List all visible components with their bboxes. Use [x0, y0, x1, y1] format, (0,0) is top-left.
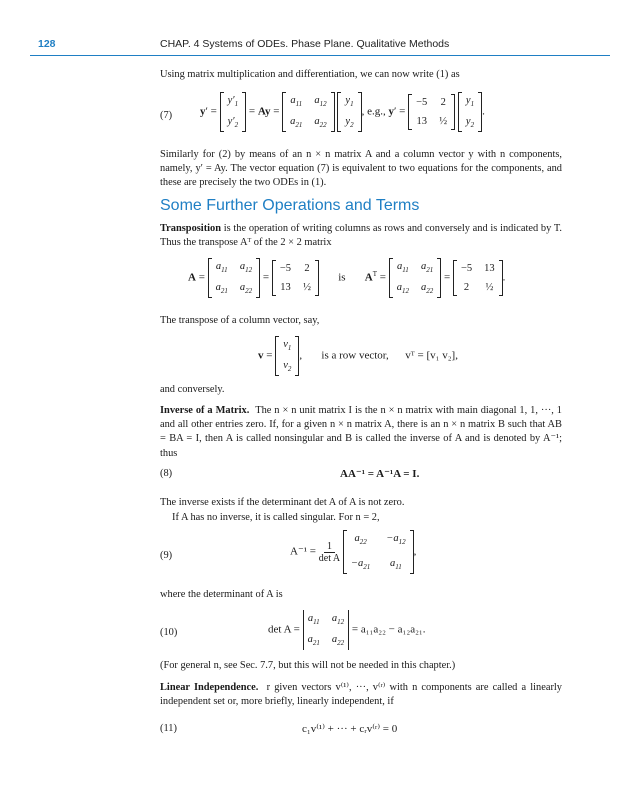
equation-10: det A = $a_{11}$ $a_{12}$ $a_{21}$ $a_{22}$ = a₁₁a₂₂ − a₁₂a₂₁.: [268, 610, 426, 650]
header-rule: [30, 55, 610, 56]
equation-11: c₁v⁽¹⁾ + ··· + cᵣv⁽ʳ⁾ = 0: [302, 723, 398, 735]
vector-equation: v = $v_1$ $v_2$ , is a row vector, vᵀ = [v₁ v₂],: [258, 336, 458, 376]
page-number: 128: [38, 38, 56, 50]
eg-label: e.g.,: [367, 105, 386, 118]
similarly-paragraph: Similarly for (2) by means of an n × n matrix A and a column vector y with n components, namely, y′ = Ay. The vector equation (7) is equivalent to two equations for the components, and these are precisely the two ODEs in (1).: [160, 149, 562, 189]
equation-8: AA⁻¹ = A⁻¹A = I.: [340, 468, 420, 480]
equation-7: y′ = $y'_1$ $y'_2$ = Ay = $a_{11}$ $a_{12}$ $a_{21}$ $a_{22}$ $y_1$ $y_2$ , e.g., y′ = −5 2 13 ½ $y_1$ $y_2$ .: [200, 92, 485, 132]
running-head: CHAP. 4 Systems of ODEs. Phase Plane. Qualitative Methods: [160, 38, 450, 50]
and-conversely: and conversely.: [160, 384, 225, 395]
where-determinant: where the determinant of A is: [160, 589, 283, 600]
transpose-vector-paragraph: The transpose of a column vector, say,: [160, 315, 320, 326]
transpose-equation: A = $a_{11}$ $a_{12}$ $a_{21}$ $a_{22}$ = −5 2 13 ½ is $A^T$ = $a_{11}$ $a_{21}$ $a_{12}$ $a_{22}$ = −5 13 2 ½ .: [188, 258, 505, 298]
determinant-paragraph: The inverse exists if the determinant det A of A is not zero.: [160, 497, 405, 508]
section-title: Some Further Operations and Terms: [160, 197, 420, 214]
eq10-number: (10): [160, 627, 178, 638]
general-n-paragraph: (For general n, see Sec. 7.7, but this will not be needed in this chapter.): [160, 660, 456, 671]
singular-paragraph: If A has no inverse, it is called singular. For n = 2,: [172, 512, 380, 523]
intro-paragraph: Using matrix multiplication and differentiation, we can now write (1) as: [160, 69, 460, 80]
equation-9: A⁻¹ = $\frac{1}{\text{det A}}$ $a_{22}$ $-a_{12}$ $-a_{21}$ $a_{11}$ ,: [290, 530, 416, 574]
eq8-number: (8): [160, 468, 173, 479]
linear-independence-paragraph: Linear Independence. r given vectors v⁽¹⁾, ···, v⁽ʳ⁾ with n components are called a linearly independent set or, more briefly, linearly independent, if: [160, 682, 562, 708]
eq11-number: (11): [160, 723, 177, 734]
inverse-paragraph: Inverse of a Matrix. The n × n unit matrix I is the n × n matrix with main diagonal 1, 1, ···, 1 and all other entries zero. If, for a given n × n matrix A, there is an n × n matrix B such that AB = BA = I, then A is called nonsingular and B is called the inverse of A and is denoted by A⁻¹; thus: [160, 405, 563, 459]
eq9-number: (9): [160, 550, 173, 561]
example-matrix: −5 2 13 ½: [408, 94, 455, 130]
transposition-paragraph: Transposition is the operation of writing columns as rows and conversely and is indicated by T. Thus the transpose Aᵀ of the 2 × 2 matrix: [160, 223, 562, 249]
eq7-number: (7): [160, 110, 173, 121]
